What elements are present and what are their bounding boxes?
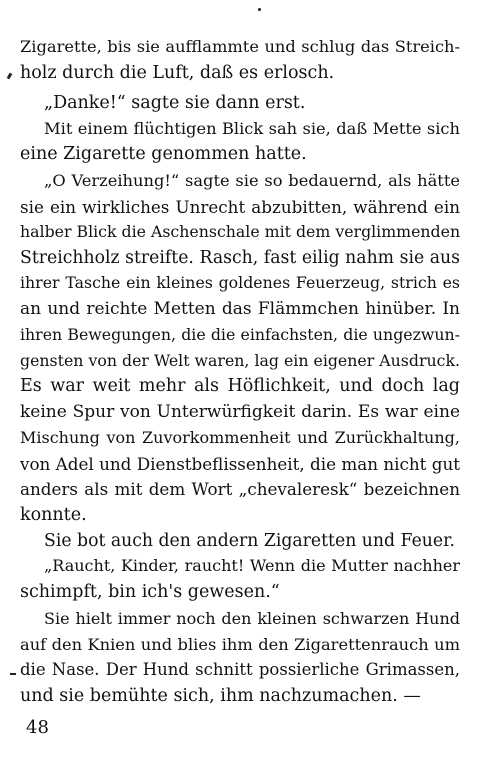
text-line: anders als mit dem Wort „chevaleresk“ bezeichnen: [20, 479, 460, 499]
text-line: Sie hielt immer noch den kleinen schwarzen Hund: [44, 609, 460, 628]
text-line: holz durch die Luft, daß es erlosch.: [20, 63, 335, 83]
text-line: eine Zigarette genommen hatte.: [20, 144, 307, 164]
text-line: sie ein wirkliches Unrecht abzubitten, während ein: [20, 197, 460, 217]
text-line: ihren Bewegungen, die die einfachsten, die ungezwun-: [20, 325, 460, 344]
ink-speck: [258, 8, 261, 11]
margin-mark: [7, 73, 13, 80]
text-line: „Raucht, Kinder, raucht! Wenn die Mutter nachher: [44, 556, 460, 575]
text-line: Mischung von Zuvorkommenheit und Zurückhaltung,: [20, 428, 460, 447]
text-line: schimpft, bin ich's gewesen.“: [20, 582, 280, 602]
text-line: keine Spur von Unterwürfigkeit darin. Es war eine: [20, 402, 460, 422]
text-line: „O Verzeihung!“ sagte sie so bedauernd, als hätte: [44, 171, 460, 190]
page-number: 48: [26, 717, 49, 738]
text-line: „Danke!“ sagte sie dann erst.: [44, 93, 306, 113]
text-line: halber Blick die Aschenschale mit dem verglimmenden: [20, 222, 460, 241]
text-line: konnte.: [20, 505, 87, 525]
text-line: an und reichte Metten das Flämmchen hinüber. In: [20, 299, 460, 319]
text-line: die Nase. Der Hund schnitt possierliche Grimassen,: [20, 660, 460, 679]
text-line: und sie bemühte sich, ihm nachzumachen. —: [20, 686, 421, 706]
text-line: auf den Knien und blies ihm den Zigarettenrauch um: [20, 635, 460, 654]
text-line: Sie bot auch den andern Zigaretten und Feuer.: [44, 531, 455, 551]
text-line: ihrer Tasche ein kleines goldenes Feuerzeug, strich es: [20, 273, 460, 292]
text-line: von Adel und Dienstbeflissenheit, die man nicht gut: [20, 454, 460, 474]
margin-mark: [10, 673, 16, 675]
text-line: Streichholz streifte. Rasch, fast eilig nahm sie aus: [20, 248, 460, 268]
text-line: gensten von der Welt waren, lag ein eigener Ausdruck.: [20, 351, 460, 370]
text-line: Zigarette, bis sie aufflammte und schlug das Streich-: [20, 37, 460, 56]
text-line: Es war weit mehr als Höflichkeit, und doch lag: [20, 376, 460, 396]
text-line: Mit einem flüchtigen Blick sah sie, daß Mette sich: [44, 119, 460, 138]
